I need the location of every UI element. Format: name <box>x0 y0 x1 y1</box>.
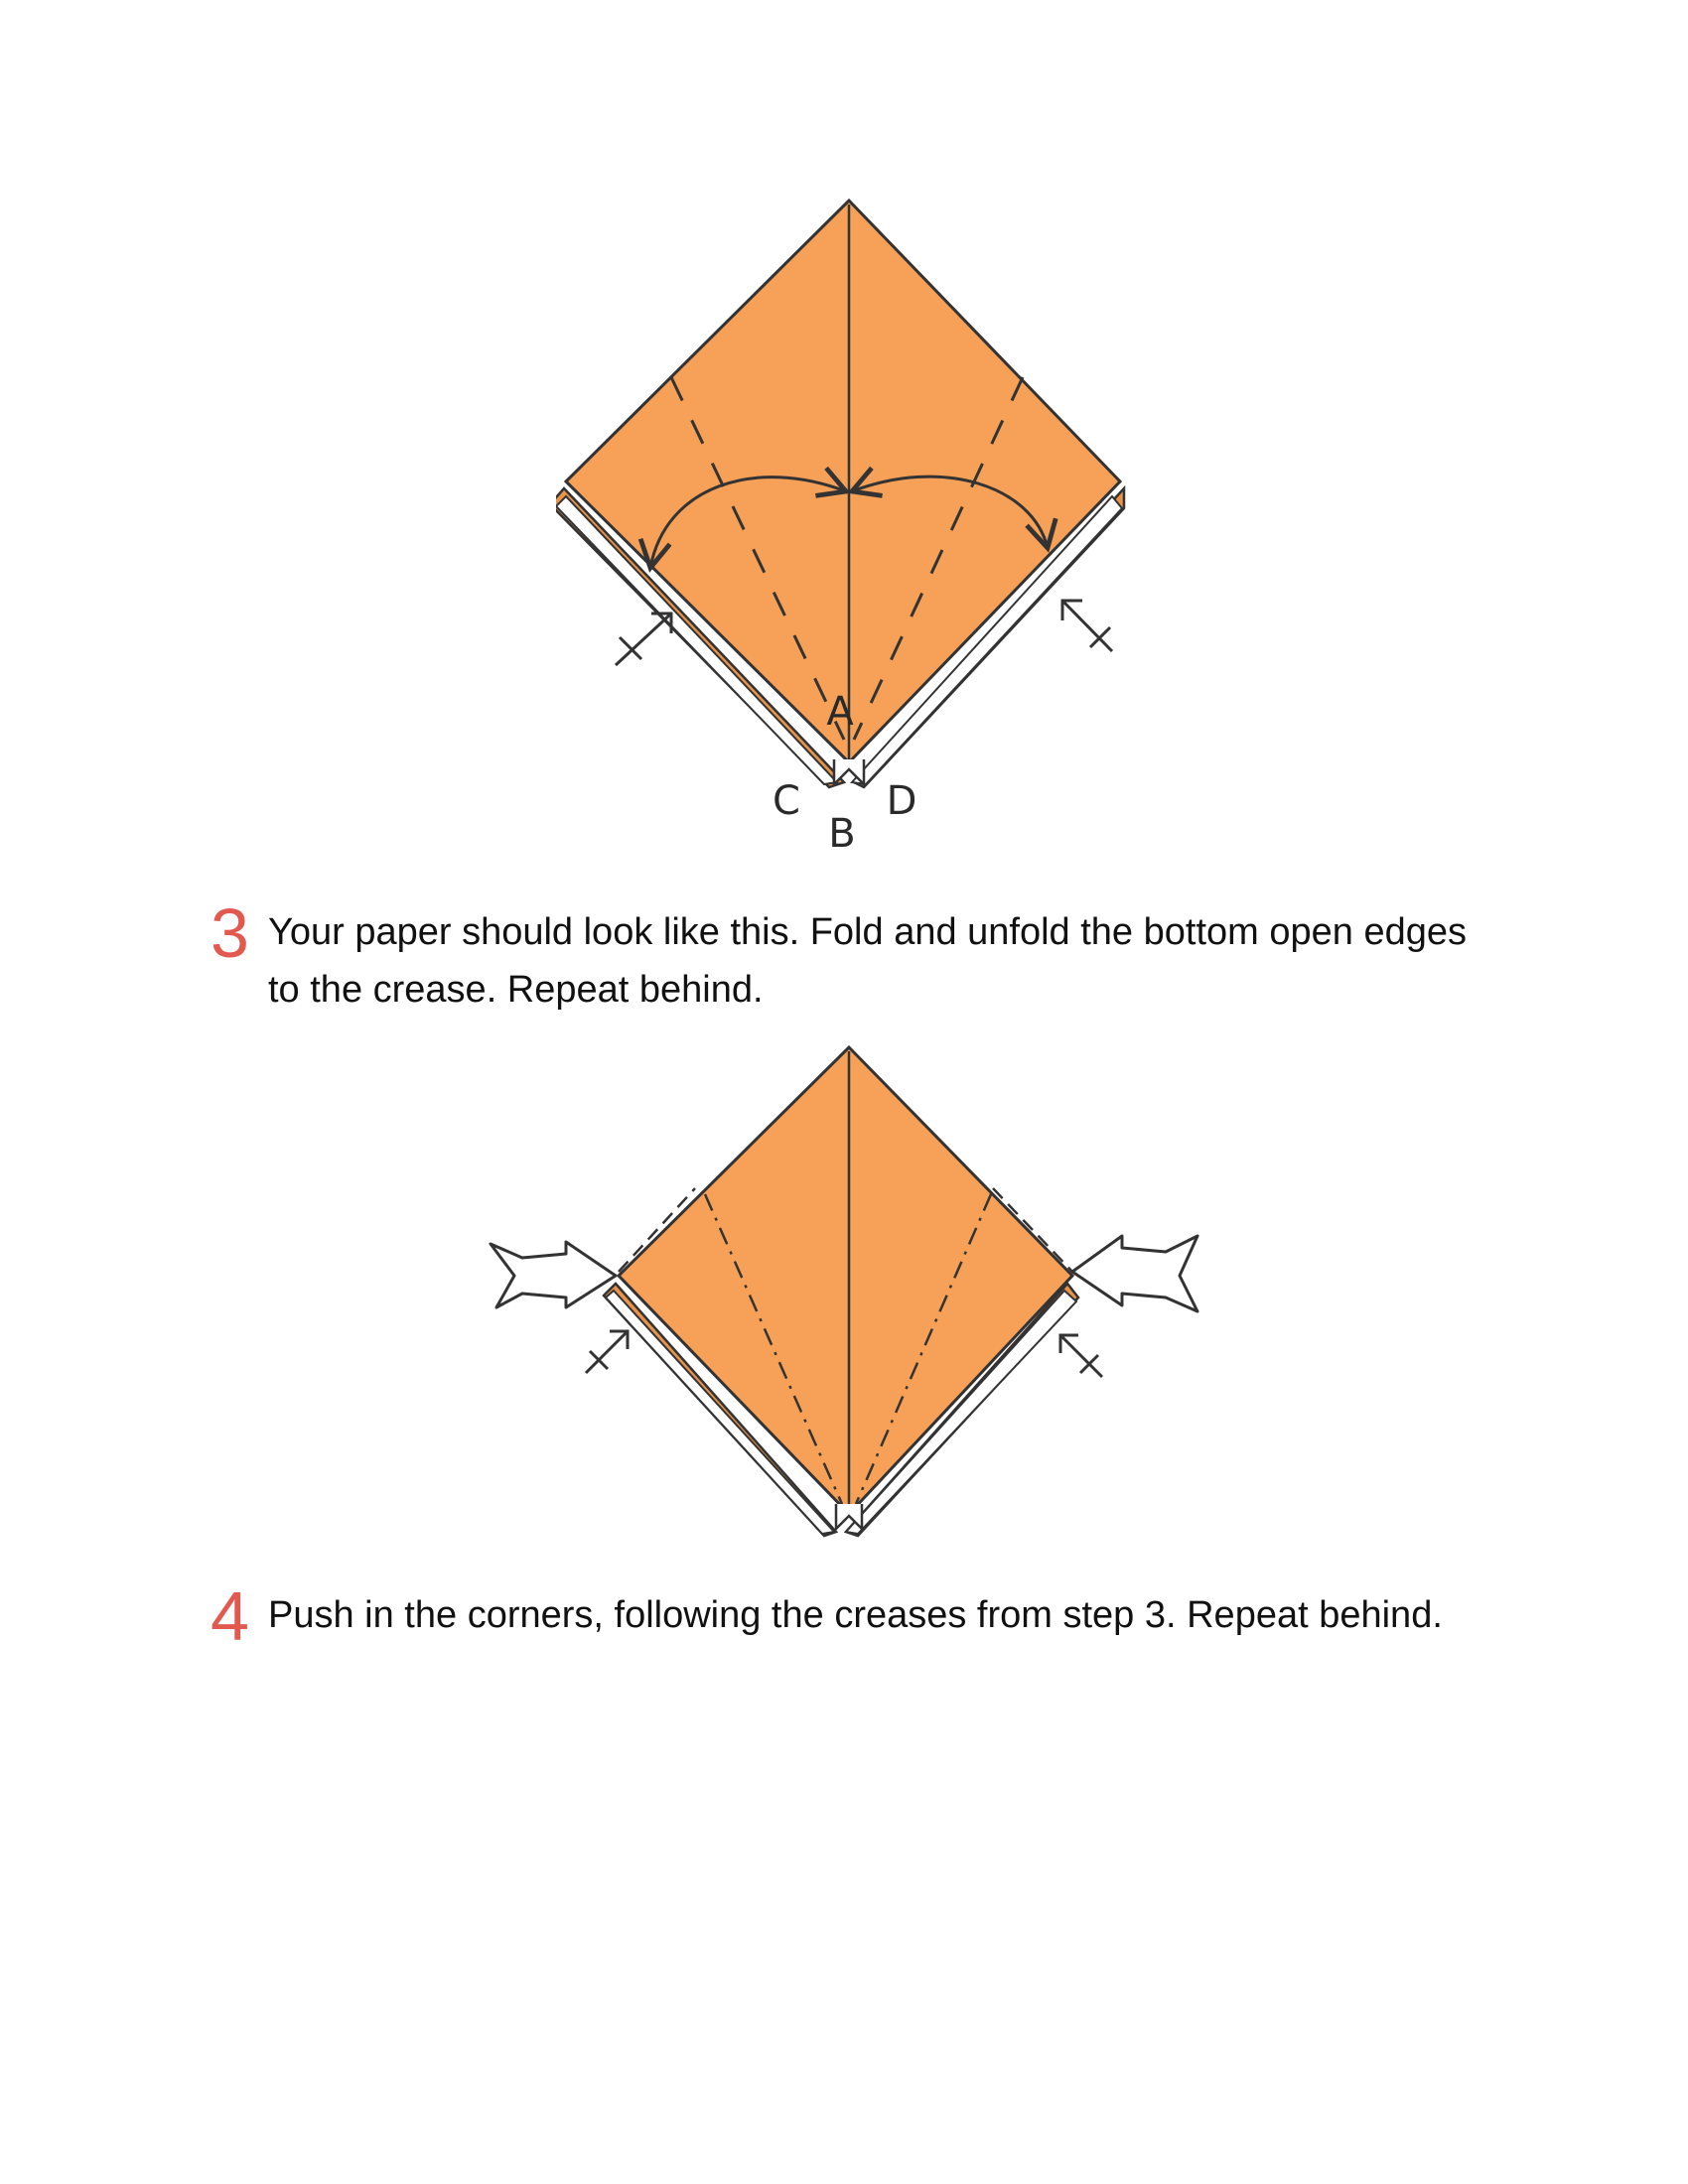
step-4-diagram-svg <box>487 1037 1201 1539</box>
step-instruction: Your paper should look like this. Fold and unfold the bottom open edges to the crease. Repeat behind. <box>268 911 1467 1011</box>
repeat-behind-icon-right <box>1060 1335 1102 1377</box>
push-arrow-icon-right <box>1072 1236 1197 1311</box>
repeat-behind-icon-right <box>1062 601 1112 651</box>
paper-main-square <box>619 1047 1072 1514</box>
label-a: A <box>826 689 854 735</box>
paper-main-square <box>566 201 1120 762</box>
repeat-behind-icon-left <box>616 614 671 665</box>
label-c: C <box>773 778 800 824</box>
label-d: D <box>886 778 917 824</box>
step-4-diagram <box>487 1037 1201 1539</box>
push-arrow-icon-left <box>491 1242 616 1307</box>
step-number: 3 <box>211 894 249 972</box>
step-instruction: Push in the corners, following the creases from step 3. Repeat behind. <box>268 1594 1443 1636</box>
bottom-point-detail <box>836 1504 862 1529</box>
bottom-point-detail <box>834 759 864 784</box>
step-number: 4 <box>211 1577 249 1655</box>
repeat-behind-icon-left <box>586 1331 628 1373</box>
step-3-diagram-svg <box>556 189 1132 864</box>
label-b: B <box>828 811 856 857</box>
step-3-diagram <box>556 189 1132 864</box>
